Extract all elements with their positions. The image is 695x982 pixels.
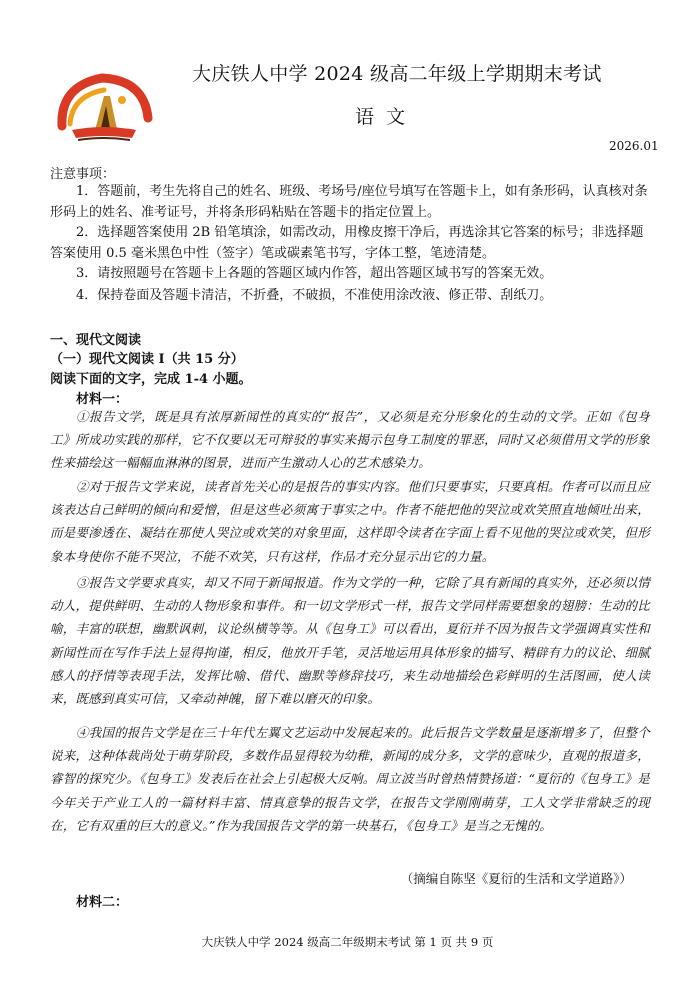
source-citation: （摘编自陈坚《夏衍的生活和文学道路》） <box>400 871 632 886</box>
paragraph-1: ①报告文学，既是具有浓厚新闻性的真实的“报告”，又必须是充分形象化的生动的文学。正如《包身工》所成功实践的那样，它不仅要以无可辩驳的事实来揭示包身工制度的罪恶，同时又必须借用文学的形象性来描绘这一幅幅血淋淋的图景，进而产生激动人心的艺术感染力。 <box>50 409 650 471</box>
page-footer: 大庆铁人中学 2024 级高二年级期末考试 第 1 页 共 9 页 <box>201 935 494 949</box>
notes-heading: 注意事项： <box>50 167 116 182</box>
subject-title: 语文 <box>355 106 418 128</box>
paragraph-4: ④我国的报告文学是在三十年代左翼文艺运动中发展起来的。此后报告文学数量是逐渐增多了，但整个说来，这种体裁尚处于萌芽阶段，多数作品显得较为幼稚，新闻的成分多，文学的意味少，直观的报道多，睿智的探究少。《包身工》发表后在社会上引起极大反响。周立波当时曾热情赞扬道：“夏衍的《包身工》是今年关于产业工人的一篇材料丰富、情真意挚的报告文学，在报告文学刚刚萌芽，工人文学非常缺乏的现在，它有双重的巨大的意义。”作为我国报告文学的第一块基石，《包身工》是当之无愧的。 <box>50 725 650 833</box>
note-item: 3．请按照题号在答题卡上各题的答题区域内作答，超出答题区域书写的答案无效。 <box>76 266 553 281</box>
note-item: 1．答题前，考生先将自己的姓名、班级、考场号/座位号填写在答题卡上，如有条形码，认真核对条形码上的姓名、准考证号，并将条形码粘贴在答题卡的指定位置上。 <box>50 184 648 220</box>
paragraph-3: ③报告文学要求真实，却又不同于新闻报道。作为文学的一种，它除了具有新闻的真实外，还必须以情动人，提供鲜明、生动的人物形象和事件。和一切文学形式一样，报告文学同样需要想象的翅膀：生动的比喻，丰富的联想，幽默讽刺，议论纵横等等。从《包身工》可以看出，夏衍并不因为报告文学强调真实性和新闻性而在写作手法上显得拘谨，相反，他放开手笔，灵活地运用具体形象的描写、精辟有力的议论、细腻感人的抒情等表现手法，发挥比喻、借代、幽默等修辞技巧，来生动地描绘色彩鲜明的生活图画，使人读来，既感到真实可信，又牵动神魄，留下难以磨灭的印象。 <box>50 575 650 707</box>
note-item: 4．保持卷面及答题卡清洁，不折叠，不破损，不准使用涂改液、修正带、刮纸刀。 <box>76 288 553 303</box>
school-logo <box>52 68 154 148</box>
section-subtitle: （一）现代文阅读 I（共 15 分） <box>50 352 244 367</box>
exam-date: 2026.01 <box>609 139 659 153</box>
section-instruction: 阅读下面的文字，完成 1-4 小题。 <box>50 372 252 387</box>
paragraph-2: ②对于报告文学来说，读者首先关心的是报告的事实内容。他们只要事实，只要真相。作者可以而且应该表达自己鲜明的倾向和爱憎，但是这些必须寓于事实之中。作者不能把他的哭泣或欢笑照直地倾吐出来，而是要渗透在、凝结在那使人哭泣或欢笑的对象里面，这样即令读者在字面上看不见他的哭泣或欢笑，但形象本身使你不能不哭泣，不能不欢笑，只有这样，作品才充分显示出它的力量。 <box>50 479 650 564</box>
material2-label: 材料二： <box>76 895 129 910</box>
material1-label: 材料一： <box>76 392 129 407</box>
logo-emblem-icon <box>62 78 148 140</box>
note-item: 2．选择题答案使用 2B 铅笔填涂，如需改动，用橡皮擦干净后，再选涂其它答案的标号；非选择题答案使用 0.5 毫米黑色中性（签字）笔或碳素笔书写，字体工整，笔迹清楚。 <box>50 225 644 261</box>
exam-title: 大庆铁人中学 2024 级高二年级上学期期末考试 <box>192 63 602 85</box>
section-title: 一、现代文阅读 <box>50 333 142 348</box>
